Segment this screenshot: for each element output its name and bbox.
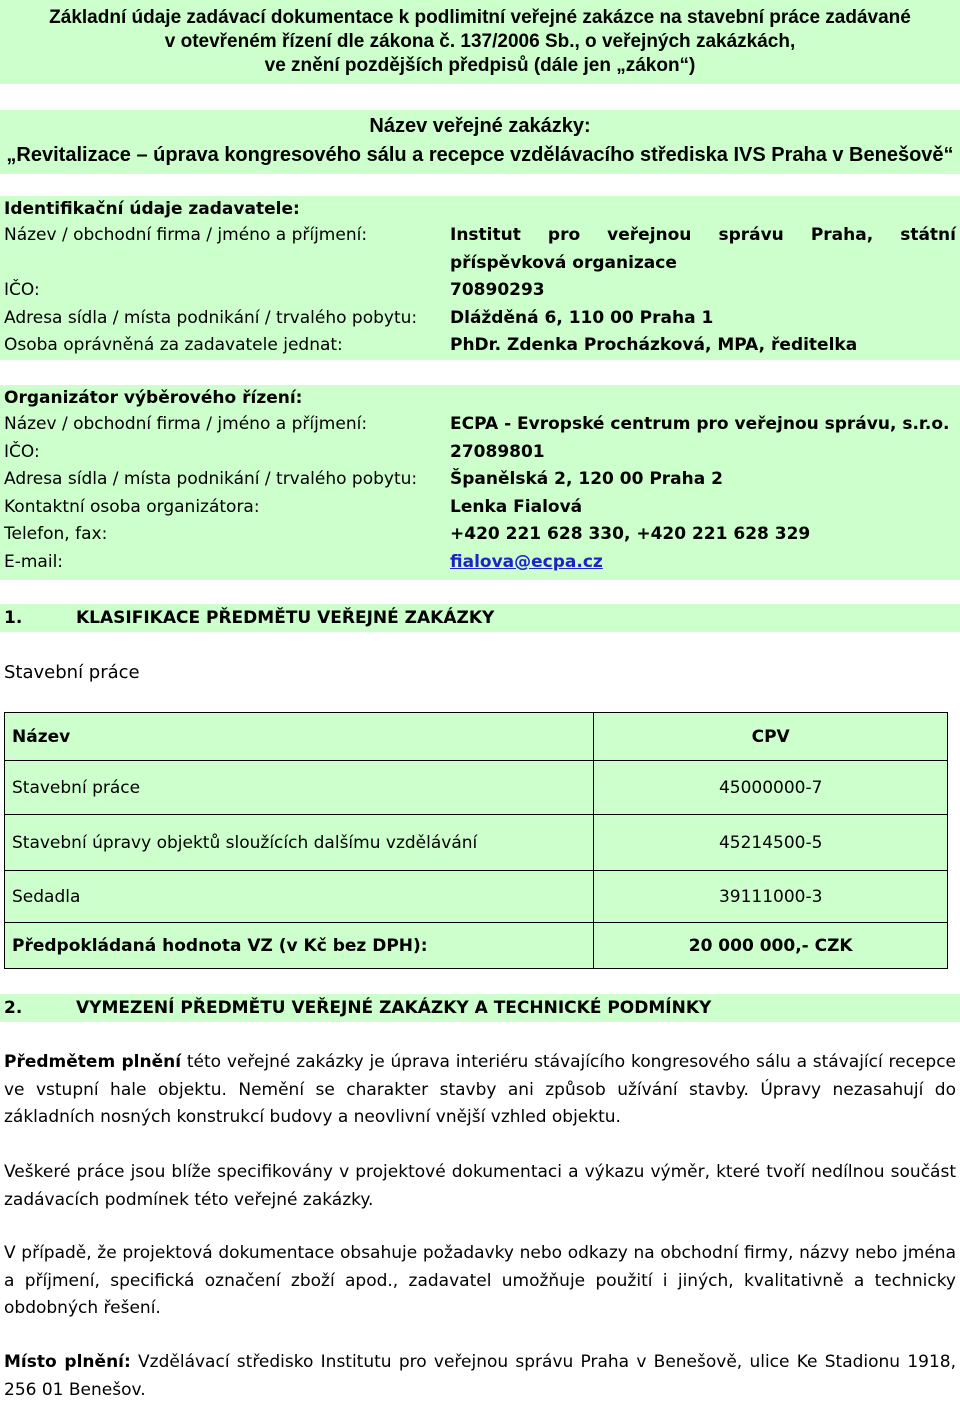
section-1-title: KLASIFIKACE PŘEDMĚTU VEŘEJNÉ ZAKÁZKY	[76, 608, 495, 628]
organizer-phone-value: +420 221 628 330, +420 221 628 329	[450, 524, 811, 544]
table-row	[5, 761, 948, 815]
authority-person-label: Osoba oprávněná za zadavatele jednat:	[4, 335, 343, 355]
paragraph-place-text: Vzdělávací středisko Institutu pro veřejnou správu Praha v Benešově, ulice Ke Stadionu 1918, 256 01 Benešov.	[4, 1352, 956, 1400]
authority-name-row-2	[4, 250, 956, 278]
table-cell-cpv: 45214500-5	[594, 815, 948, 871]
table-header-cpv: CPV	[594, 713, 948, 761]
contracting-authority-heading: Identifikační údaje zadavatele:	[4, 199, 300, 219]
organizer-ico-row	[4, 439, 956, 467]
organizer-ico-value: 27089801	[450, 441, 545, 462]
organizer-address-value: Španělská 2, 120 00 Praha 2	[450, 469, 723, 489]
organizer-block	[0, 385, 960, 580]
table-header-row	[5, 713, 948, 761]
section-2-title: VYMEZENÍ PŘEDMĚTU VEŘEJNÉ ZAKÁZKY A TECHNICKÉ PODMÍNKY	[76, 998, 712, 1018]
organizer-phone-label: Telefon, fax:	[4, 524, 108, 544]
table-cell-cpv: 45000000-7	[594, 761, 948, 815]
header-line-1: Základní údaje zadávací dokumentace k podlimitní veřejné zakázce na stavební práce zadávané	[49, 7, 911, 28]
organizer-name-value: ECPA - Evropské centrum pro veřejnou správu, s.r.o.	[450, 414, 950, 434]
authority-name-value-2: příspěvková organizace	[450, 252, 677, 273]
organizer-contact-row	[4, 494, 956, 522]
organizer-ico-label: IČO:	[4, 441, 40, 462]
cpv-table	[4, 712, 948, 969]
table-total-value: 20 000 000,- CZK	[594, 923, 948, 969]
paragraph-specification: Veškeré práce jsou blíže specifikovány v projektové dokumentaci a výkazu výměr, které tvoří nedílnou součást zadávacích podmínek této veřejné zakázky.	[4, 1162, 956, 1210]
table-row	[5, 815, 948, 871]
paragraph-subject-lead: Předmětem plnění	[4, 1052, 182, 1072]
contract-label: Název veřejné zakázky:	[369, 115, 591, 137]
section-1-subtitle: Stavební práce	[4, 662, 140, 683]
paragraph-place-lead: Místo plnění:	[4, 1352, 131, 1372]
organizer-email-label: E-mail:	[4, 551, 64, 572]
table-cell-name: Stavební práce	[5, 761, 594, 815]
organizer-email-row	[4, 549, 956, 577]
header-line-3: ve znění pozdějších předpisů (dále jen „zákon“)	[264, 55, 696, 76]
authority-address-row	[4, 305, 956, 333]
organizer-heading: Organizátor výběrového řízení:	[4, 388, 303, 408]
table-row	[5, 871, 948, 923]
organizer-contact-label: Kontaktní osoba organizátora:	[4, 496, 260, 517]
organizer-contact-value: Lenka Fialová	[450, 496, 583, 517]
organizer-email-link[interactable]: fialova@ecpa.cz	[450, 551, 603, 572]
contract-title-block	[0, 110, 960, 174]
authority-name-row	[4, 222, 956, 250]
authority-name-value-1: Institut pro veřejnou správu Praha, státní	[450, 225, 956, 245]
organizer-address-row	[4, 466, 956, 494]
section-2-number: 2.	[4, 998, 23, 1018]
organizer-phone-row	[4, 521, 956, 549]
table-cell-cpv: 39111000-3	[594, 871, 948, 923]
authority-ico-value: 70890293	[450, 280, 545, 300]
authority-address-label: Adresa sídla / místa podnikání / trvalého pobytu:	[4, 307, 418, 328]
authority-person-row	[4, 332, 956, 360]
authority-ico-row	[4, 277, 956, 305]
authority-ico-label: IČO:	[4, 280, 40, 300]
header-line-2: v otevřeném řízení dle zákona č. 137/2006 Sb., o veřejných zakázkách,	[164, 31, 796, 52]
table-cell-name: Stavební úpravy objektů sloužících dalšímu vzdělávání	[5, 815, 594, 871]
section-2-heading	[0, 994, 960, 1022]
table-cell-name: Sedadla	[5, 871, 594, 923]
document-header	[0, 0, 960, 84]
section-1-number: 1.	[4, 608, 23, 628]
contracting-authority-block	[0, 196, 960, 360]
section-1-heading	[0, 604, 960, 632]
authority-name-label: Název / obchodní firma / jméno a příjmení:	[4, 225, 368, 245]
table-header-name: Název	[5, 713, 594, 761]
paragraph-subject	[4, 1049, 956, 1132]
contract-name: „Revitalizace – úprava kongresového sálu a recepce vzdělávacího střediska IVS Praha v Benešově“	[6, 144, 954, 166]
paragraph-place	[4, 1349, 956, 1404]
table-total-row	[5, 923, 948, 969]
organizer-name-label: Název / obchodní firma / jméno a příjmení:	[4, 414, 368, 434]
paragraph-subject-text: této veřejné zakázky je úprava interiéru stávajícího kongresového sálu a stávající recepce ve vstupní hale objektu. Nemění se charakter stavby ani způsob užívání stavby. Úpravy nezasahují do základních nosných konstrukcí budovy a neovlivní vnější vzhled objektu.	[4, 1052, 956, 1127]
organizer-address-label: Adresa sídla / místa podnikání / trvalého pobytu:	[4, 469, 418, 489]
paragraph-equivalents: V případě, že projektová dokumentace obsahuje požadavky nebo odkazy na obchodní firmy, názvy nebo jména a příjmení, specifická označení zboží apod., zadavatel umožňuje použití i jiných, kvalitativně a technicky obdobných řešení.	[4, 1243, 956, 1318]
authority-address-value: Dlážděná 6, 110 00 Praha 1	[450, 307, 714, 328]
table-total-label: Předpokládaná hodnota VZ (v Kč bez DPH):	[5, 923, 594, 969]
authority-person-value: PhDr. Zdenka Procházková, MPA, ředitelka	[450, 335, 858, 355]
organizer-name-row	[4, 411, 956, 439]
